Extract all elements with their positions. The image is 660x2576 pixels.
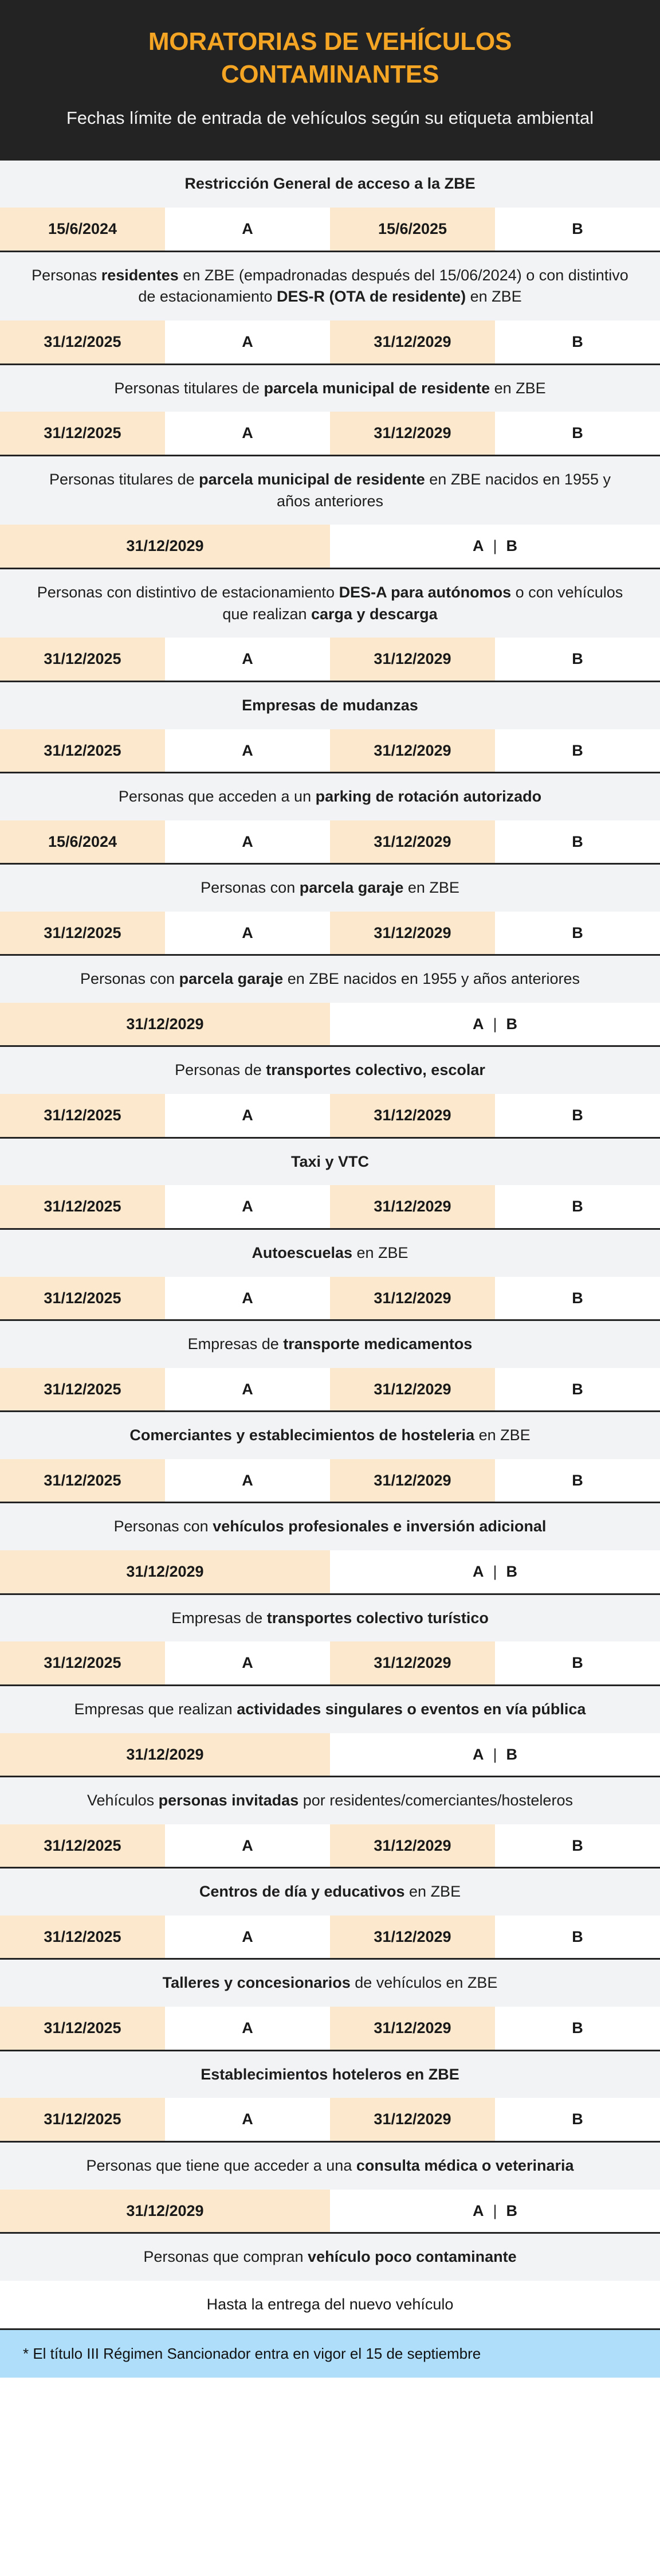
moratorium-block bbox=[0, 773, 660, 865]
deadline-date-cell: 31/12/2025 bbox=[0, 1641, 165, 1684]
header-banner bbox=[0, 0, 660, 161]
label-badge-cell: A bbox=[165, 320, 330, 363]
label-badge-cell: B bbox=[495, 1094, 660, 1136]
deadline-row bbox=[0, 320, 660, 363]
label-badge-cell: B bbox=[495, 1368, 660, 1410]
label-badge-cell: A bbox=[165, 1641, 330, 1684]
page-subtitle: Fechas límite de entrada de vehículos según su etiqueta ambiental bbox=[66, 108, 594, 128]
category-label: Personas residentes en ZBE (empadronadas después del 15/06/2024) o con distintivo de estacionamiento DES-R (OTA de residente) en ZBE bbox=[0, 252, 660, 321]
deadline-date-cell: 31/12/2025 bbox=[0, 1459, 165, 1502]
label-badge-cell: A bbox=[165, 1368, 330, 1410]
category-label: Empresas de transportes colectivo turístico bbox=[0, 1595, 660, 1642]
deadline-row bbox=[0, 1824, 660, 1867]
deadline-date-cell: 31/12/2025 bbox=[0, 1916, 165, 1958]
label-badge-cell: B bbox=[495, 2007, 660, 2049]
deadline-date-cell: 31/12/2025 bbox=[0, 638, 165, 680]
label-badge-cell: A bbox=[165, 412, 330, 454]
category-label: Personas con parcela garaje en ZBE nacidos en 1955 y años anteriores bbox=[0, 956, 660, 1003]
deadline-row bbox=[0, 1641, 660, 1684]
label-badge-cell: A bbox=[165, 729, 330, 772]
label-badge-cell: A bbox=[165, 1094, 330, 1136]
label-badge-cell: B bbox=[495, 820, 660, 863]
deadline-date-cell: 15/6/2025 bbox=[330, 208, 495, 250]
label-badge-cell: A bbox=[165, 1277, 330, 1319]
deadline-date-cell: 31/12/2029 bbox=[330, 1916, 495, 1958]
category-label: Empresas que realizan actividades singulares o eventos en vía pública bbox=[0, 1686, 660, 1733]
deadline-row bbox=[0, 1550, 660, 1593]
label-badge-cell: B bbox=[495, 1916, 660, 1958]
category-label: Personas que tiene que acceder a una consulta médica o veterinaria bbox=[0, 2143, 660, 2190]
category-label: Personas que acceden a un parking de rotación autorizado bbox=[0, 773, 660, 820]
label-badge-cell: A bbox=[165, 1916, 330, 1958]
category-label: Establecimientos hoteleros en ZBE bbox=[0, 2051, 660, 2098]
badge-separator: | bbox=[493, 1563, 497, 1581]
deadline-date-cell: 31/12/2029 bbox=[330, 1094, 495, 1136]
label-badge-cell: A | B bbox=[330, 1733, 660, 1776]
moratorium-block bbox=[0, 252, 660, 365]
category-label: Empresas de mudanzas bbox=[0, 682, 660, 729]
deadline-date-cell: 31/12/2029 bbox=[330, 820, 495, 863]
deadline-date-cell: 31/12/2029 bbox=[330, 2098, 495, 2140]
moratorium-block bbox=[0, 2051, 660, 2143]
deadline-date-cell: 31/12/2029 bbox=[0, 1550, 330, 1593]
deadline-date-cell: 31/12/2025 bbox=[0, 1185, 165, 1228]
deadline-row bbox=[0, 2098, 660, 2140]
label-badge-cell: B bbox=[495, 1277, 660, 1319]
moratorium-block bbox=[0, 456, 660, 569]
category-label: Comerciantes y establecimientos de hosteleria en ZBE bbox=[0, 1412, 660, 1459]
deadline-date-cell: 31/12/2029 bbox=[0, 1003, 330, 1045]
deadline-date-cell: 15/6/2024 bbox=[0, 208, 165, 250]
deadline-row bbox=[0, 820, 660, 863]
deadline-row bbox=[0, 412, 660, 454]
deadline-date-cell: 31/12/2025 bbox=[0, 1368, 165, 1410]
category-label: Personas de transportes colectivo, escolar bbox=[0, 1047, 660, 1094]
label-badge-cell: A bbox=[165, 820, 330, 863]
category-label: Personas con vehículos profesionales e inversión adicional bbox=[0, 1503, 660, 1550]
deadline-date-cell: 31/12/2029 bbox=[330, 1641, 495, 1684]
label-badge-cell: B bbox=[495, 1459, 660, 1502]
deadline-row bbox=[0, 1003, 660, 1045]
deadline-date-cell: 31/12/2025 bbox=[0, 412, 165, 454]
moratorium-block bbox=[0, 161, 660, 252]
deadline-row bbox=[0, 1094, 660, 1136]
deadline-date-cell: 31/12/2025 bbox=[0, 1094, 165, 1136]
deadline-row bbox=[0, 2007, 660, 2049]
deadline-date-cell: 31/12/2029 bbox=[330, 1277, 495, 1319]
moratorium-block bbox=[0, 682, 660, 773]
category-label: Autoescuelas en ZBE bbox=[0, 1230, 660, 1277]
moratorium-block bbox=[0, 1230, 660, 1321]
deadline-row bbox=[0, 1368, 660, 1410]
category-label: Talleres y concesionarios de vehículos en ZBE bbox=[0, 1960, 660, 2007]
label-badge-cell: A | B bbox=[330, 525, 660, 567]
deadline-date-cell: 31/12/2029 bbox=[330, 2007, 495, 2049]
category-label: Personas con parcela garaje en ZBE bbox=[0, 865, 660, 912]
deadline-date-cell: 31/12/2029 bbox=[330, 1368, 495, 1410]
label-badge-cell: A bbox=[165, 1824, 330, 1867]
moratorium-block bbox=[0, 1777, 660, 1869]
page-title: MORATORIAS DE VEHÍCULOS CONTAMINANTES bbox=[148, 28, 512, 89]
category-label: Restricción General de acceso a la ZBE bbox=[0, 161, 660, 208]
deadline-row bbox=[0, 1459, 660, 1502]
deadline-row bbox=[0, 1916, 660, 1958]
label-badge-cell: B bbox=[495, 912, 660, 954]
deadline-row bbox=[0, 525, 660, 567]
deadline-date-cell: 31/12/2029 bbox=[330, 638, 495, 680]
deadline-date-cell: 31/12/2029 bbox=[330, 729, 495, 772]
deadline-date-cell: 31/12/2029 bbox=[330, 412, 495, 454]
label-badge-cell: A | B bbox=[330, 2190, 660, 2232]
label-badge-cell: B bbox=[495, 1641, 660, 1684]
moratorium-block bbox=[0, 1139, 660, 1230]
deadline-date-cell: 31/12/2029 bbox=[0, 2190, 330, 2232]
label-badge-cell: A bbox=[165, 2007, 330, 2049]
deadline-date-cell: 31/12/2029 bbox=[330, 1185, 495, 1228]
label-badge-cell: A | B bbox=[330, 1550, 660, 1593]
moratorium-block bbox=[0, 1869, 660, 1960]
deadline-date-cell: 31/12/2025 bbox=[0, 912, 165, 954]
label-badge-cell: B bbox=[495, 208, 660, 250]
plain-note-row: Hasta la entrega del nuevo vehículo bbox=[0, 2281, 660, 2328]
label-badge-cell: B bbox=[495, 1185, 660, 1228]
label-badge-cell: A bbox=[165, 638, 330, 680]
category-label: Personas que compran vehículo poco contaminante bbox=[0, 2234, 660, 2281]
deadline-date-cell: 31/12/2025 bbox=[0, 1824, 165, 1867]
badge-separator: | bbox=[493, 1745, 497, 1763]
footnote-banner: * El título III Régimen Sancionador entra en vigor el 15 de septiembre bbox=[0, 2328, 660, 2378]
deadline-date-cell: 31/12/2025 bbox=[0, 729, 165, 772]
label-badge-cell: B bbox=[495, 1824, 660, 1867]
deadline-date-cell: 15/6/2024 bbox=[0, 820, 165, 863]
moratorium-block bbox=[0, 1047, 660, 1138]
deadline-date-cell: 31/12/2029 bbox=[330, 320, 495, 363]
badge-separator: | bbox=[493, 537, 497, 555]
category-label: Personas titulares de parcela municipal de residente en ZBE bbox=[0, 365, 660, 412]
moratorium-block bbox=[0, 956, 660, 1047]
moratorium-block bbox=[0, 365, 660, 456]
moratorium-block bbox=[0, 1960, 660, 2051]
deadline-row bbox=[0, 638, 660, 680]
label-badge-cell: B bbox=[495, 320, 660, 363]
label-badge-cell: A bbox=[165, 912, 330, 954]
deadline-date-cell: 31/12/2025 bbox=[0, 2007, 165, 2049]
moratorium-block bbox=[0, 1412, 660, 1503]
deadline-date-cell: 31/12/2025 bbox=[0, 2098, 165, 2140]
deadline-row bbox=[0, 729, 660, 772]
category-label: Taxi y VTC bbox=[0, 1139, 660, 1186]
moratorium-block bbox=[0, 2234, 660, 2328]
deadline-row bbox=[0, 208, 660, 250]
category-label: Empresas de transporte medicamentos bbox=[0, 1321, 660, 1368]
label-badge-cell: B bbox=[495, 729, 660, 772]
deadline-date-cell: 31/12/2029 bbox=[0, 525, 330, 567]
moratorium-block bbox=[0, 1321, 660, 1412]
deadline-row bbox=[0, 1277, 660, 1319]
moratorium-block bbox=[0, 1503, 660, 1594]
moratorium-block bbox=[0, 2143, 660, 2234]
category-label: Vehículos personas invitadas por residentes/comerciantes/hosteleros bbox=[0, 1777, 660, 1824]
deadline-date-cell: 31/12/2025 bbox=[0, 320, 165, 363]
label-badge-cell: A bbox=[165, 1185, 330, 1228]
deadline-date-cell: 31/12/2029 bbox=[330, 1824, 495, 1867]
label-badge-cell: A bbox=[165, 1459, 330, 1502]
moratorium-block bbox=[0, 1595, 660, 1686]
badge-separator: | bbox=[493, 1015, 497, 1033]
deadline-row bbox=[0, 1185, 660, 1228]
badge-separator: | bbox=[493, 2202, 497, 2219]
deadline-date-cell: 31/12/2029 bbox=[0, 1733, 330, 1776]
label-badge-cell: B bbox=[495, 412, 660, 454]
category-label: Personas con distintivo de estacionamiento DES-A para autónomos o con vehículos que realizan carga y descarga bbox=[0, 569, 660, 638]
label-badge-cell: A | B bbox=[330, 1003, 660, 1045]
label-badge-cell: B bbox=[495, 2098, 660, 2140]
deadline-date-cell: 31/12/2029 bbox=[330, 1459, 495, 1502]
moratorium-block bbox=[0, 569, 660, 682]
moratorium-rows bbox=[0, 161, 660, 2328]
label-badge-cell: B bbox=[495, 638, 660, 680]
label-badge-cell: A bbox=[165, 2098, 330, 2140]
deadline-row bbox=[0, 912, 660, 954]
category-label: Centros de día y educativos en ZBE bbox=[0, 1869, 660, 1916]
deadline-date-cell: 31/12/2029 bbox=[330, 912, 495, 954]
moratorium-block bbox=[0, 1686, 660, 1777]
category-label: Personas titulares de parcela municipal de residente en ZBE nacidos en 1955 y años anteriores bbox=[0, 456, 660, 525]
deadline-date-cell: 31/12/2025 bbox=[0, 1277, 165, 1319]
label-badge-cell: A bbox=[165, 208, 330, 250]
moratorium-block bbox=[0, 865, 660, 956]
deadline-row bbox=[0, 2190, 660, 2232]
deadline-row bbox=[0, 1733, 660, 1776]
